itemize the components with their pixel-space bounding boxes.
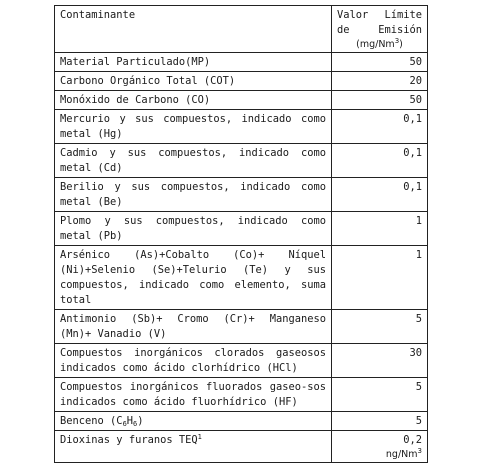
limit-cell bbox=[332, 344, 428, 378]
table-row bbox=[55, 53, 428, 72]
table-body bbox=[55, 6, 428, 463]
pollutant-name: Antimonio (Sb)+ Cromo (Cr)+ Manganeso (Mn)+ Vanadio (V) bbox=[60, 313, 326, 340]
benzene-sub-1: 6 bbox=[122, 420, 127, 428]
limit-cell bbox=[332, 53, 428, 72]
header-limit-word-limite: Límite bbox=[384, 9, 422, 21]
benzene-sub-2: 6 bbox=[133, 420, 138, 428]
limit-cell bbox=[332, 91, 428, 110]
pollutant-name: Compuestos inorgánicos fluorados gaseo-sos indicados como ácido fluorhídrico (HF) bbox=[60, 381, 326, 408]
table-row bbox=[55, 144, 428, 178]
pollutant-cell bbox=[55, 378, 332, 412]
pollutant-name: Carbono Orgánico Total (COT) bbox=[60, 75, 236, 87]
limit-cell bbox=[332, 72, 428, 91]
header-pollutant bbox=[55, 6, 332, 53]
header-limit bbox=[332, 6, 428, 53]
header-limit-line-1 bbox=[337, 8, 422, 23]
limit-value: 5 bbox=[415, 313, 422, 325]
header-limit-word-emision: Emisión bbox=[378, 24, 422, 36]
table-row-benzene bbox=[55, 412, 428, 431]
pollutant-name: Compuestos inorgánicos clorados gaseosos indicados como ácido clorhídrico (HCl) bbox=[60, 347, 326, 374]
limit-cell bbox=[332, 310, 428, 344]
limit-value: 20 bbox=[409, 75, 422, 87]
header-unit-exponent: 3 bbox=[394, 37, 400, 45]
pollutant-cell bbox=[55, 246, 332, 310]
dioxins-unit-label: ng/Nm bbox=[385, 449, 418, 460]
pollutant-name: Plomo y sus compuestos, indicado como metal (Pb) bbox=[60, 215, 326, 242]
limit-cell bbox=[332, 212, 428, 246]
pollutant-cell bbox=[55, 144, 332, 178]
limit-value: 0,1 bbox=[403, 113, 422, 125]
limit-value: 50 bbox=[409, 94, 422, 106]
benzene-prefix: Benceno (C bbox=[60, 415, 123, 427]
limit-cell bbox=[332, 144, 428, 178]
limit-cell bbox=[332, 412, 428, 431]
limit-value: 5 bbox=[415, 381, 422, 393]
header-unit-label: (mg/Nm bbox=[356, 39, 395, 50]
table-row bbox=[55, 212, 428, 246]
table-row bbox=[55, 178, 428, 212]
limit-cell bbox=[332, 110, 428, 144]
dioxins-unit bbox=[337, 448, 422, 461]
pollutant-cell bbox=[55, 344, 332, 378]
limit-value: 0,1 bbox=[403, 181, 422, 193]
table-header-row bbox=[55, 6, 428, 53]
dioxins-unit-exponent: 3 bbox=[417, 447, 422, 455]
limit-value: 0,1 bbox=[403, 147, 422, 159]
table-row bbox=[55, 378, 428, 412]
limit-value: 1 bbox=[415, 215, 422, 227]
table-row bbox=[55, 310, 428, 344]
header-limit-word-de: de bbox=[337, 24, 350, 36]
pollutant-name: Mercurio y sus compuestos, indicado como metal (Hg) bbox=[60, 113, 326, 140]
pollutant-cell bbox=[55, 72, 332, 91]
benzene-suffix: ) bbox=[137, 415, 144, 427]
header-unit bbox=[337, 38, 422, 51]
header-pollutant-label: Contaminante bbox=[60, 9, 136, 21]
pollutant-cell bbox=[55, 212, 332, 246]
header-unit-close: ) bbox=[399, 39, 403, 50]
benzene-limit: 5 bbox=[415, 415, 422, 427]
table-row bbox=[55, 91, 428, 110]
pollutant-name: Arsénico (As)+Cobalto (Co)+ Níquel (Ni)+Selenio (Se)+Telurio (Te) y sus compuestos, indicado como elemento, suma total bbox=[60, 249, 326, 306]
dioxins-footnote: 1 bbox=[197, 433, 202, 441]
benzene-mid: H bbox=[126, 415, 134, 427]
pollutant-cell bbox=[55, 53, 332, 72]
pollutant-cell bbox=[55, 412, 332, 431]
dioxins-label: Dioxinas y furanos TEQ bbox=[60, 434, 198, 446]
pollutant-cell bbox=[55, 178, 332, 212]
limit-value: 1 bbox=[415, 249, 422, 261]
limit-cell bbox=[332, 178, 428, 212]
header-limit-word-valor: Valor bbox=[337, 9, 369, 21]
table-row bbox=[55, 72, 428, 91]
limit-value: 50 bbox=[409, 56, 422, 68]
table-row bbox=[55, 110, 428, 144]
pollutant-cell bbox=[55, 110, 332, 144]
pollutant-name: Material Particulado(MP) bbox=[60, 56, 211, 68]
limit-cell bbox=[332, 378, 428, 412]
dioxins-limit: 0,2 bbox=[403, 434, 422, 446]
pollutant-cell bbox=[55, 91, 332, 110]
emission-limits-table bbox=[54, 5, 428, 463]
limit-cell bbox=[332, 246, 428, 310]
pollutant-name: Monóxido de Carbono (CO) bbox=[60, 94, 211, 106]
table-row bbox=[55, 246, 428, 310]
table-row bbox=[55, 344, 428, 378]
pollutant-cell bbox=[55, 310, 332, 344]
header-limit-line-2 bbox=[337, 23, 422, 38]
limit-value: 30 bbox=[409, 347, 422, 359]
pollutant-name: Berilio y sus compuestos, indicado como metal (Be) bbox=[60, 181, 326, 208]
pollutant-name: Cadmio y sus compuestos, indicado como metal (Cd) bbox=[60, 147, 326, 174]
